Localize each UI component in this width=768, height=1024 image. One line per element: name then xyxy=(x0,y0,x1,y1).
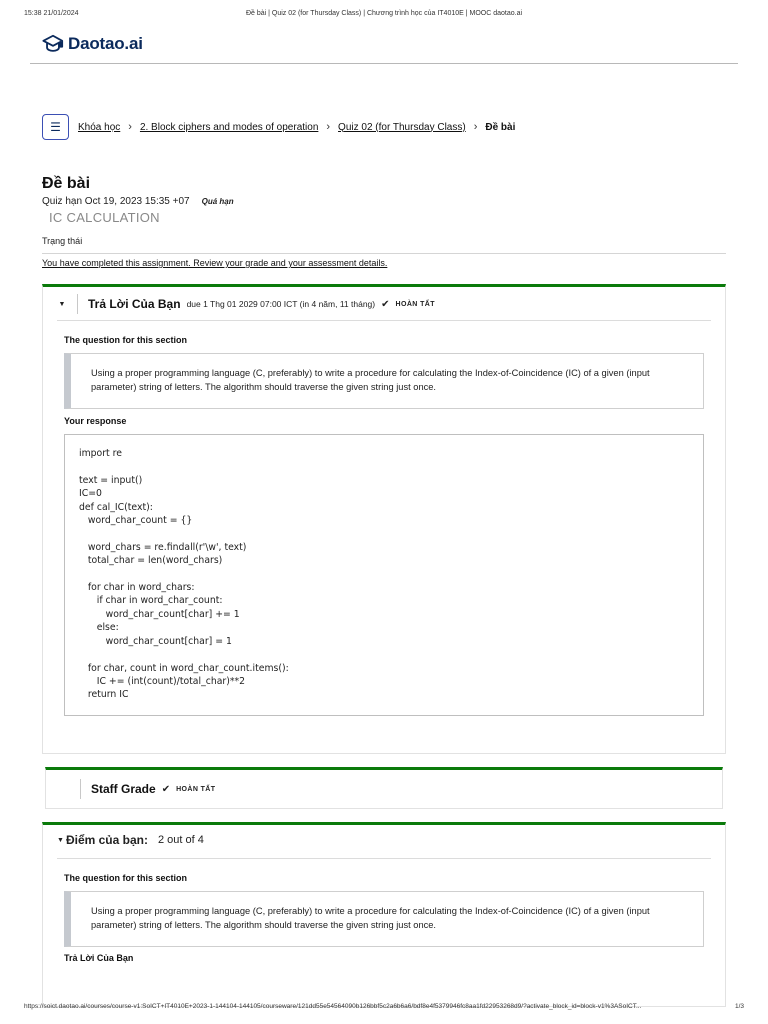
response-step xyxy=(42,284,726,754)
grade-value: 2 out of 4 xyxy=(157,834,204,846)
divider xyxy=(80,779,81,799)
response-step-header[interactable] xyxy=(43,287,725,321)
divider xyxy=(77,294,78,314)
print-title: Đề bài | Quiz 02 (for Thursday Class) | Chương trình học của IT4010E | MOOC daotao.ai xyxy=(245,10,523,17)
graduation-cap-icon xyxy=(42,33,64,55)
top-bar xyxy=(30,30,738,64)
step-title: Staff Grade xyxy=(91,782,156,796)
print-header xyxy=(24,10,744,22)
due-line xyxy=(42,196,234,207)
question-text: Using a proper programming language (C, preferably) to write a procedure for calculating the Index-of-Coincidence (IC) of a given (input parameter) string of letters. The algorithm should traverse the given string just once. xyxy=(91,906,650,930)
status-label: Trạng thái xyxy=(42,236,83,246)
status-message-link[interactable]: You have completed this assignment. Review your grade and your assessment details. xyxy=(42,258,388,268)
chevron-right-icon: › xyxy=(128,121,132,133)
print-date: 15:38 21/01/2024 xyxy=(24,10,79,17)
breadcrumb-current: Đề bài xyxy=(485,121,516,133)
print-url: https://soict.daotao.ai/courses/course-v1:SoICT+IT4010E+2023-1-144104-144105/courseware/121dd55e54564090b126bbf5c2a6b6a6/bdf8e4f5379946fc8aa1fd22953268d9/?activate_block_id=block-v1%3ASoICT... xyxy=(24,1003,642,1010)
answer-label: Trả Lời Của Bạn xyxy=(64,953,134,963)
chevron-right-icon: › xyxy=(473,121,478,133)
grade-label: Điểm của bạn: xyxy=(65,833,148,847)
grade-header[interactable] xyxy=(57,833,204,847)
step-title: Trả Lời Của Bạn xyxy=(88,297,181,311)
question-label: The question for this section xyxy=(64,335,188,345)
page-number: 1/3 xyxy=(734,1003,744,1010)
menu-icon: ☰ xyxy=(50,120,61,134)
check-icon: ✔ xyxy=(161,783,171,795)
brand-name: Daotao.ai xyxy=(68,34,143,53)
print-footer xyxy=(24,1003,744,1015)
check-icon: ✔ xyxy=(381,298,390,310)
question-prompt xyxy=(64,891,704,947)
divider xyxy=(42,253,726,254)
breadcrumb-section[interactable]: 2. Block ciphers and modes of operation xyxy=(139,121,319,133)
brand-logo[interactable] xyxy=(42,33,143,55)
response-label: Your response xyxy=(64,416,127,426)
caret-down-icon[interactable]: ▼ xyxy=(57,836,64,844)
question-text: Using a proper programming language (C, preferably) to write a procedure for calculating the Index-of-Coincidence (IC) of a given (input parameter) string of letters. The algorithm should traverse the given string just once. xyxy=(91,368,650,392)
divider xyxy=(57,858,711,859)
breadcrumb xyxy=(42,114,738,140)
staff-grade-step xyxy=(45,767,723,809)
chevron-right-icon: › xyxy=(326,121,331,133)
divider xyxy=(57,320,711,321)
status-badge: HOÀN TẤT xyxy=(176,785,216,793)
status-badge: HOÀN TẤT xyxy=(395,300,435,308)
grade-step xyxy=(42,822,726,1007)
breadcrumb-quiz[interactable]: Quiz 02 (for Thursday Class) xyxy=(338,121,466,133)
step-due: due 1 Thg 01 2029 07:00 ICT (in 4 năm, 11 tháng) xyxy=(186,299,376,309)
page-title: Đề bài xyxy=(42,175,91,192)
question-label: The question for this section xyxy=(64,873,188,883)
breadcrumb-courses[interactable]: Khóa học xyxy=(78,121,121,133)
caret-down-icon[interactable]: ▼ xyxy=(58,300,66,308)
overdue-badge: Quá hạn xyxy=(201,197,234,206)
menu-button[interactable] xyxy=(42,114,69,140)
staff-grade-header[interactable] xyxy=(46,770,722,808)
assignment-subtitle: IC CALCULATION xyxy=(49,210,160,225)
question-prompt xyxy=(64,353,704,409)
response-code: import re text = input() IC=0 def cal_IC(text): word_char_count = {} word_chars = re.findall(r'\w', text) total_char = len(word_chars) for char in word_chars: if char in word_char_count: word_char_count[char] += 1 else: word_char_count[char] = 1 for char, count in word_char_count.items(): IC += (int(count)/total_char)**2 return IC xyxy=(64,434,704,716)
due-date: Quiz hạn Oct 19, 2023 15:35 +07 xyxy=(42,196,190,207)
